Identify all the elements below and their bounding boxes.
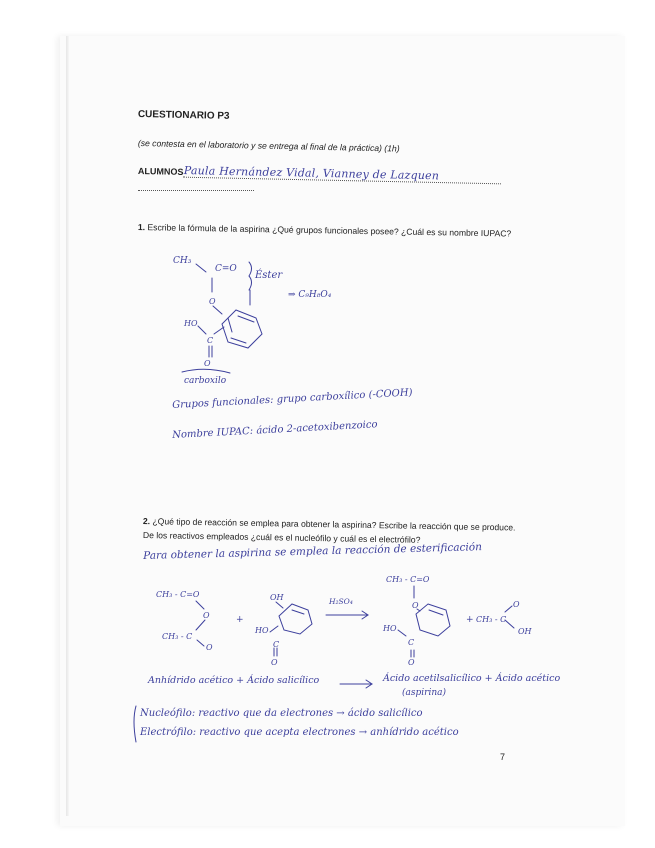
q2-acetic-o: O [513, 600, 520, 609]
q2-electrofilo: Electrófilo: reactivo que acepta electrones → anhídrido acético [140, 727, 459, 738]
q1-ring-double-2 [231, 338, 246, 343]
q2-plus-2: + [466, 615, 474, 625]
alumnos-handwritten-names: Paula Hernández Vidal, Vianney de Lazquen [183, 164, 440, 183]
q1-bond-c-ring [214, 327, 224, 334]
q2-prod-c: C [408, 638, 415, 647]
q2-prod-o2: O [408, 658, 415, 667]
q2-sal-ring-double [292, 610, 304, 614]
q1-bond-ho-c [198, 326, 206, 334]
q2-product-names: Ácido acetilsalicílico + Ácido acético [383, 673, 561, 684]
q2-prod-ring-double [429, 610, 443, 615]
q2-prod-o-ring [417, 609, 420, 611]
q2-ho-label: HO [255, 626, 269, 635]
q1-ring-double-1 [238, 316, 254, 322]
q2-acetic-bond-oh [505, 620, 514, 628]
q2-acetic-oh: OH [518, 627, 532, 636]
q1-bond-ch3 [196, 264, 206, 272]
q1-benzene-ring [222, 310, 262, 348]
q2-anhidrido-bot: CH₃ - C [162, 632, 193, 641]
page-number: 7 [500, 752, 506, 762]
q1-carboxilo-label: carboxilo [184, 376, 227, 386]
question-2-line2: De los reactivos empleados ¿cuál es el nucleófilo y cuál es el electrófilo? [142, 530, 421, 545]
q2-prod-o: O [412, 601, 419, 610]
q2-answer: Para obtener la aspirina se emplea la reacción de esterificación [143, 541, 483, 562]
q1-formula-label: ⇒ C₉H₈O₄ [288, 290, 332, 300]
q2-anh-bond-2 [196, 620, 205, 630]
question-2-text-line1: ¿Qué tipo de reacción se emplea para obtener la aspirina? Escribe la reacción que se produce. [152, 516, 516, 533]
q2-reactant-names: Anhídrido acético + Ácido salicílico [148, 675, 320, 686]
q2-anh-bond-3 [197, 640, 204, 646]
q2-acetic-bond-o [505, 606, 512, 612]
q1-c-eq-o-label: C=O [215, 264, 237, 274]
q2-product-ring [416, 604, 450, 636]
q2-anh-bond-1 [196, 601, 204, 609]
q1-ho-label: HO [184, 319, 198, 328]
document-title: CUESTIONARIO P3 [137, 109, 230, 122]
q1-ester-label: Éster [255, 270, 283, 281]
q2-anhidrido-mid: O [203, 611, 210, 620]
q1-bond-o-ring [213, 306, 222, 314]
q1-carboxilo-brace [182, 369, 230, 373]
q2-prod-ch3: CH₃ - C=O [386, 575, 430, 584]
q2-prod-ho-bond [398, 630, 406, 636]
question-1-number: 1. [137, 222, 146, 233]
question-1-text: Escribe la fórmula de la aspirina ¿Qué grupos funcionales posee? ¿Cuál es su nombre IUPAC? [147, 222, 512, 239]
q2-sal-oh-bond [276, 602, 283, 608]
q2-o-label: O [271, 658, 278, 667]
q2-sal-c-bond [270, 626, 278, 632]
q1-o2-label: O [204, 359, 211, 368]
q1-nombre-iupac: Nombre IUPAC: ácido 2-acetoxibenzoico [172, 419, 378, 441]
question-2-number: 2. [142, 516, 151, 527]
q2-plus-1: + [236, 615, 244, 625]
q1-c-label: C [207, 336, 214, 345]
q2-anhidrido-o: O [206, 643, 213, 652]
q1-o-label: O [209, 297, 216, 306]
alumnos-label: ALUMNOS [137, 166, 184, 177]
q2-anhidrido-top: CH₃ - C=O [156, 590, 200, 599]
q2-bracket [134, 706, 136, 742]
q2-oh-label: OH [270, 593, 284, 602]
q1-ring-double-3 [228, 318, 232, 332]
instructions-text: (se contesta en el laboratorio y se entrega al final de la práctica) (1h) [137, 138, 400, 154]
q2-reagent-h2so4: H₂SO₄ [329, 597, 353, 606]
q2-salicylic-ring [279, 604, 312, 634]
q2-nucleofilo: Nucleófilo: reactivo que da electrones → ácido salicílico [140, 708, 423, 719]
q2-c-label: C [273, 640, 280, 649]
q1-ester-brace [249, 262, 252, 290]
q2-aspirina-note: (aspirina) [402, 688, 446, 698]
q1-grupos-funcionales: Grupos funcionales: grupo carboxílico (-COOH) [172, 387, 413, 411]
q2-prod-ho: HO [383, 624, 397, 633]
q2-acetic: CH₃ - C [476, 615, 507, 624]
q1-ch3-label: CH₃ [173, 256, 192, 266]
